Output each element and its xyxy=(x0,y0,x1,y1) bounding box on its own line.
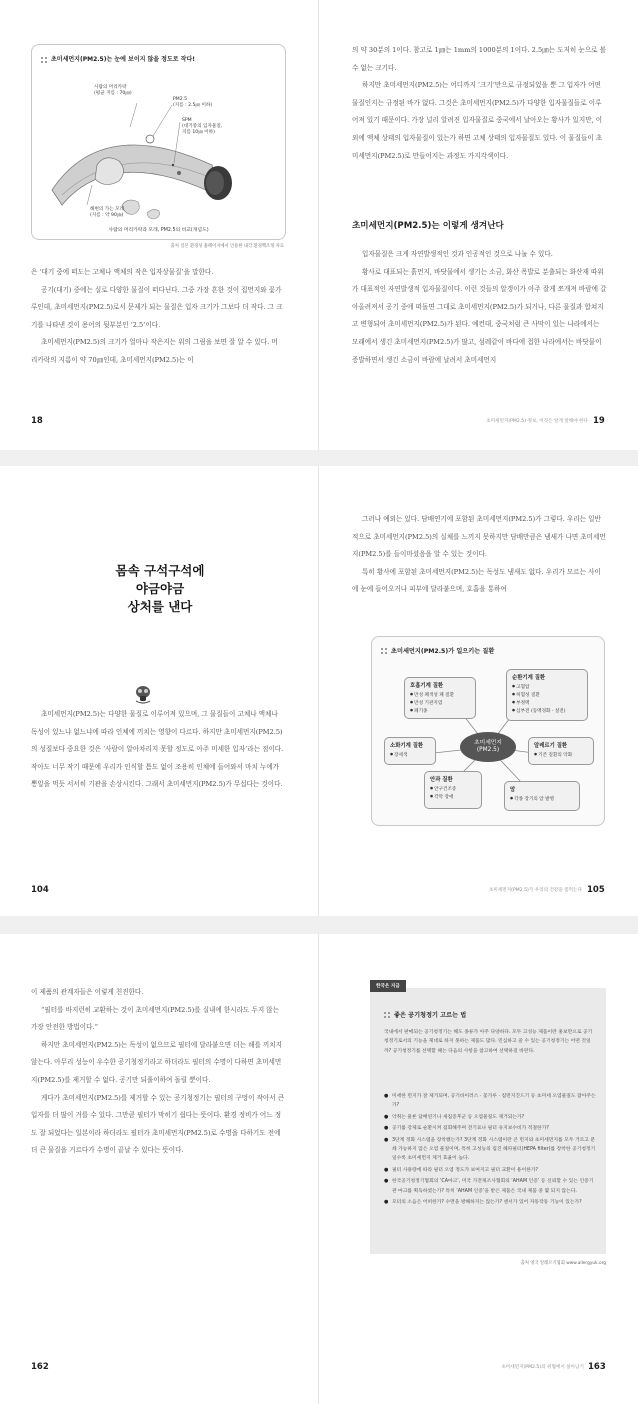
paragraph: 특히 황사에 포함된 초미세먼지(PM2.5)는 독성도 냄새도 없다. 우리가 모르는 사이에 눈에 들어오거나 피부에 달라붙으며, 호흡을 통하여 xyxy=(352,567,601,594)
disease-diagram xyxy=(371,636,605,826)
paragraph: 이 제품의 관계자들은 이렇게 친진한다. xyxy=(31,988,144,996)
gutter xyxy=(318,466,319,916)
list-item: ● 3단계 정화 시스템을 장착했는가? 3단계 정화 시스템이란 큰 먼지와 초미세먼지를 모두 거르고 분쇄 가능하지 않은 오염 물질이며, 특히 고성능의 집진 헤파필터(HEPA filter)를 장착한 공기청정기일수록 초미세먼지 제거 효율이 높다. xyxy=(384,1136,596,1164)
paragraph: 은 ‘대기 중에 떠도는 고체나 액체의 작은 입자상물질’을 말한다. xyxy=(31,268,214,276)
center-node: 초미세먼지 (PM2.5) xyxy=(460,732,516,762)
paragraph: 게다가 초미세먼지(PM2.5)를 제거할 수 있는 공기청정기는 필터의 구멍이 작아서 큰 입자를 더 많이 거를 수 있다. 그만큼 필터가 막히기 쉽다는 뜻이다. 환경 정비가 어느 정도 잘 되었다는 일본이라 하더라도 필터가 초미세먼지(PM2.5)로 수명을 다하기도 전에 더 큰 물질을 거르다가 수명이 끝날 수 있다는 뜻이다. xyxy=(31,1093,285,1155)
node-allergy: 알레르기 질환 ● 기존 질환의 악화 xyxy=(528,737,594,765)
node-cancer: 암 ● 각종 장기의 암 발병 xyxy=(504,781,580,811)
chapter-title-line: 상처를 낸다 xyxy=(127,599,193,614)
page-number-right: 105 xyxy=(587,885,605,895)
spread-pages-18-19 xyxy=(0,0,638,450)
tip-title: 좋은 공기청정기 고르는 법 xyxy=(384,1010,466,1019)
chapter-title-line: 야금야금 xyxy=(135,581,185,596)
label-pm25: PM2.5 (지름 : 2.5㎛ 이하) xyxy=(173,97,213,108)
list-item: ● 악취는 물론 담배연기나 새집증후군 등 오염물질도 제거되는가? xyxy=(384,1113,596,1122)
tip-source: 출처 영국 알레르기협회 www.allergyuk.org xyxy=(520,1261,606,1266)
dots-icon xyxy=(384,1012,390,1018)
running-header-right: 초미세먼지(PM2.5) 정보, 이것은 알게 알해야 한다 xyxy=(486,419,588,424)
page-number-left: 18 xyxy=(31,416,43,426)
paragraph: 공기(대기) 중에는 실로 다양한 물질이 떠다닌다. 그중 가장 흔한 것이 집먼지와 꽃가루인데, 초미세먼지(PM2.5)로서 문제가 되는 물질은 입자 크기가 그보다 더 작다. 그 크기를 나타낸 것이 용어의 뒷부분인 ‘2.5’이다. xyxy=(31,285,283,329)
node-digestive: 소화기계 질환 ● 장세색 xyxy=(384,737,436,765)
list-item: ● 모터의 소음은 어떠한가? 수면을 방해하지는 않는가? 센서가 있어 자동작동 기능이 있는가? xyxy=(384,1198,596,1207)
figure-source: 출처 일본 환경성 홈페이지에서 인용한 내각 환경백조정 자료 xyxy=(170,244,284,249)
chapter-title xyxy=(80,562,240,616)
section-heading: 초미세먼지(PM2.5)는 이렇게 생겨난다 xyxy=(352,221,504,231)
page-number-right: 19 xyxy=(593,416,605,426)
node-respiratory: 호흡기계 질환 ● 만성 폐색성 폐 질환 ● 만성 기관지염 ● 폐기종 xyxy=(404,677,476,719)
left-body-text xyxy=(31,984,287,1160)
node-eye: 안과 질환 ● 안구건조증 ● 각막 장애 xyxy=(424,771,482,809)
figure-caption: 사람의 머리카락과 모래, PM2.5의 비교(개념도) xyxy=(108,228,209,233)
paragraph: 초미세먼지(PM2.5)의 크기가 얼마나 작은지는 위의 그림을 보면 잘 알 수 있다. 머리카락의 지름이 약 70㎛인데, 초미세먼지(PM2.5)는 이 xyxy=(31,338,278,364)
paragraph: 입자물질은 크게 자연발생적인 것과 인공적인 것으로 나눌 수 있다. xyxy=(362,250,553,258)
running-header-right: 초미세먼지(PM2.5)의 위협에서 살아남기 xyxy=(501,1365,584,1370)
right-body-text-bottom xyxy=(352,246,607,369)
list-item: ● 한국공기청정기협회의 ‘CA마크’, 미국 가전제조사협회의 ‘AHAM 인증’ 등 신뢰할 수 있는 인증기관 마크를 획득하였는가? 특히 ‘AHAM 인증’을 받은 제품은 국내 제품 중 몇 되지 않는다. xyxy=(384,1177,596,1196)
left-body-text xyxy=(31,264,284,370)
gutter xyxy=(318,934,319,1404)
tip-list xyxy=(384,1092,596,1209)
spread-pages-104-105 xyxy=(0,466,638,916)
paragraph: 하지만 초미세먼지(PM2.5)는 독성이 없으므로 필터에 달라붙으면 더는 해를 끼치지 않는다. 아무리 성능이 우수한 공기청정기라고 하더라도 필터의 수명이 다하면 초미세먼지(PM2.5)를 제거할 수 없다. 공기만 되풀이하여 돌릴 뿐이다. xyxy=(31,1040,283,1084)
tag-badge: 한국은 지금 xyxy=(370,980,406,992)
figure-title: 초미세먼지(PM2.5)는 눈에 보이지 않을 정도로 작다! xyxy=(41,54,195,63)
figure-box xyxy=(31,44,286,240)
running-header-right: 초미세먼지(PM2.5)가 우리의 건강을 좀먹는다 xyxy=(488,888,582,893)
paragraph: 초미세먼지(PM2.5)는 다양한 물질로 이루어져 있으며, 그 물질들이 고체나 액체나 독성이 있느냐 없느냐에 따라 인체에 끼치는 영향이 다르다. 하지만 초미세먼지(PM2.5)의 성질보다 중요한 것은 ‘사람이 알아차리지 못할 정도로 아주 미세한 입자’라는 점이다. 작아도 너무 작기 때문에 우리가 인식할 틈도 없이 조용히 인체에 들어와서 마치 누에가 뽕잎을 먹듯 서서히 기관을 손상시킨다. 그래서 초미세먼지(PM2.5)가 무섭다는 것이다. xyxy=(31,710,284,789)
page-number-right: 163 xyxy=(588,1362,606,1372)
left-body-text xyxy=(31,706,286,794)
node-circulatory: 순환기계 질환 ● 고혈압 ● 허혈성 질환 ● 부정맥 ● 심부전 (동맥경화 · 설전) xyxy=(506,669,588,721)
list-item: ● 미세한 먼지가 잘 제거되며, 공기바이러스 · 꽃가루 · 집먼지진드기 등 초미세 오염물질도 잡아주는가? xyxy=(384,1092,596,1111)
label-sand: 해변의 가는 모래 (지름 : 약 90㎛) xyxy=(90,207,124,218)
gas-mask-icon xyxy=(132,683,154,705)
chapter-title-line: 몸속 구석구석에 xyxy=(115,563,205,578)
paragraph: 의 약 30분의 1이다. 참고로 1㎛는 1mm의 1000분의 1이다. 2.5㎛는 도저히 눈으로 볼 수 없는 크기다. xyxy=(352,46,606,72)
hair-comparison-illustration xyxy=(32,45,285,239)
tip-box xyxy=(370,984,606,1254)
page-number-left: 104 xyxy=(31,885,49,895)
list-item: ● 필터 사용량에 따라 필터 오염 정도가 보여지고 필터 교환이 용이한가? xyxy=(384,1166,596,1175)
paragraph: 하지만 초미세먼지(PM2.5)는 어디까지 ‘크기’만으로 규정되었을 뿐 그 입자가 어떤 물질인지는 규정된 바가 없다. 그것은 초미세먼지(PM2.5)가 다양한 입자물질들로 이루어져 있기 때문이다. 가장 널리 알려진 입자물질로 중국에서 날아오는 황사가 있지만, 이 외에 액체 상태의 입자물질이 있는가 하면 고체 상태의 입자물질도 있다. 이 물질들이 초미세먼지(PM2.5)로 만들어지는 과정도 가지각색이다. xyxy=(352,81,603,160)
paragraph: 황사로 대표되는 흙먼지, 바닷물에서 생기는 소금, 화산 폭발로 분출되는 화산재 따위가 대표적인 자연발생적 입자물질이다. 이런 것들의 알갱이가 아주 잘게 쪼개져 바람에 갈아올려져서 공기 중에 떠돌면 그대로 초미세먼지(PM2.5)가 되거나, 다른 물질과 합쳐지고 변형되어 초미세먼지(PM2.5)가 된다. 예컨대, 중국처럼 큰 사막이 있는 나라에서는 모래에서 생긴 초미세먼지(PM2.5)가 많고, 섬레같이 바다에 접한 나라에서는 바닷물이 증발하면서 생긴 소금이 바람에 날려서 초미세먼지 xyxy=(352,267,607,364)
tip-intro: 국내에서 판매되는 공기청정기는 해도 종류가 아주 다양하다. 모두 고성능 제품이란 홍보만으로 공기청정기로서의 기능을 제대로 하지 못하는 제품도 많다. 민심하고 쓸 수 있는 공기청정기는 어떤 것일까? 공기청정기를 선택할 때는 다음의 사항을 참고하여 선택하길 바란다. xyxy=(384,1030,593,1054)
page-number-left: 162 xyxy=(31,1362,49,1372)
label-hair: 사람의 머리카락 (평균 지름 : 70㎛) xyxy=(94,85,132,96)
paragraph: “필터를 바지런히 교환하는 것이 초미세먼지(PM2.5)를 실내에 한시라도 두지 않는 가장 안전한 방법이다.” xyxy=(31,1005,280,1032)
spread-pages-162-163 xyxy=(0,934,638,1404)
gutter xyxy=(318,0,319,450)
right-body-text xyxy=(352,511,607,599)
right-body-text-top xyxy=(352,42,607,165)
diagram-title: 초미세먼지(PM2.5)가 일으키는 질환 xyxy=(381,646,494,655)
list-item: ● 공기를 강제로 순환시켜 집회해주며 전기료나 필터 유지보수비가 적절한가? xyxy=(384,1124,596,1133)
label-spm: SPM (대기중의 입자물질, 지름 10㎛ 이하) xyxy=(182,118,223,135)
paragraph: 그러나 예외는 있다. 담배연기에 포함된 초미세먼지(PM2.5)가 그렇다. 우리는 일반적으로 초미세먼지(PM2.5)의 실체를 느끼지 못하지만 담배만큼은 냄새가 나면 초미세먼지(PM2.5)를 들이마셨음을 알 수 있는 것이다. xyxy=(352,515,606,559)
